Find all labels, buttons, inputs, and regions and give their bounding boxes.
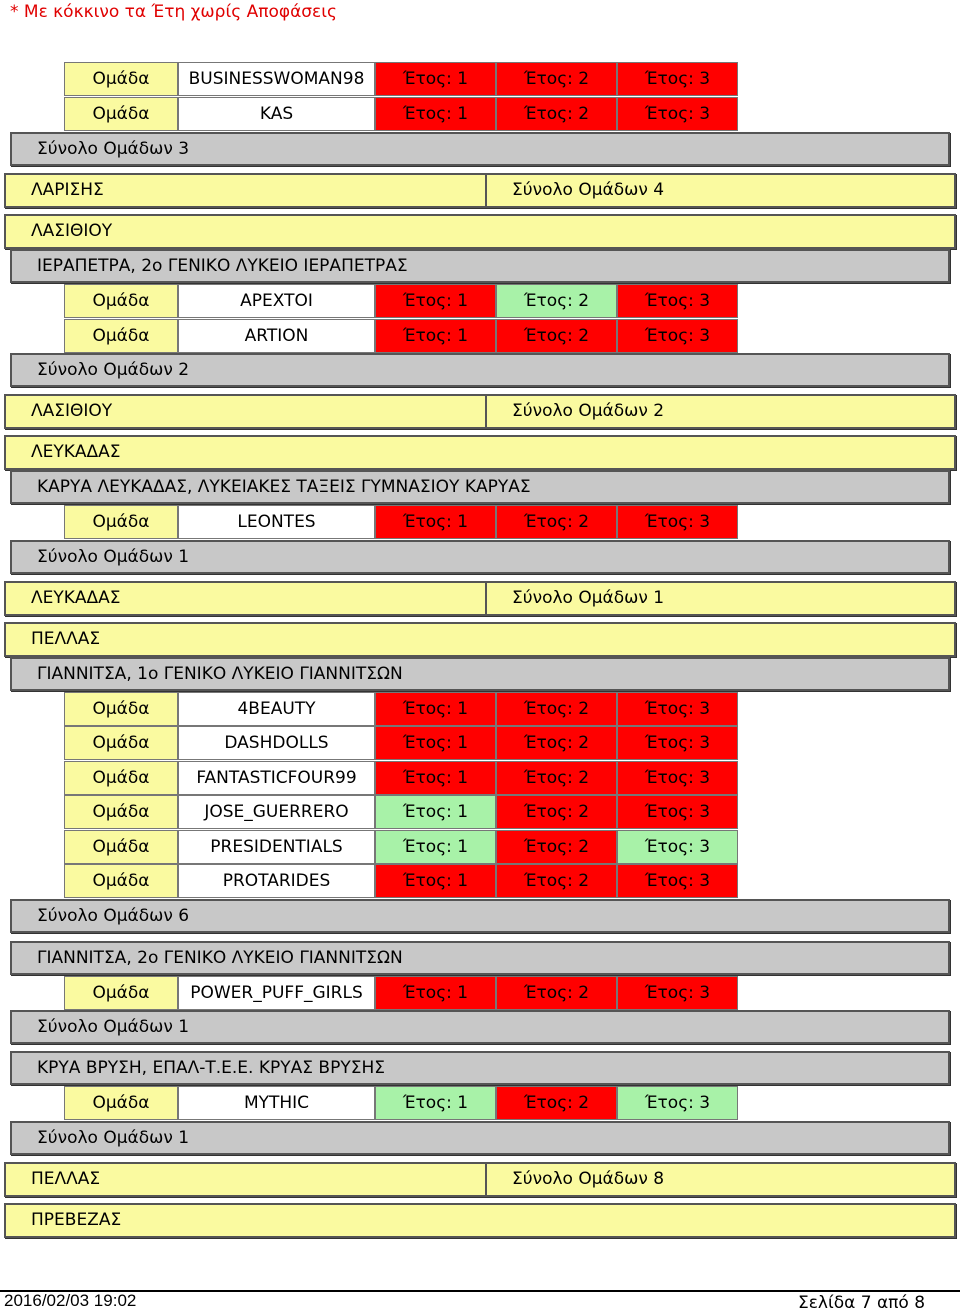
school-header: ΚΑΡΥΑ ΛΕΥΚΑΔΑΣ, ΛΥΚΕΙΑΚΕΣ ΤΑΞΕΙΣ ΓΥΜΝΑΣΙΟΥ ΚΑΡΥΑΣ: [10, 470, 950, 504]
footer-timestamp: 2016/02/03 19:02: [4, 1291, 137, 1310]
footer-page-number: Σελίδα 7 από 8: [798, 1293, 926, 1313]
team-row: [64, 726, 738, 760]
year-1-status: Έτος: 1: [375, 62, 496, 96]
prefecture-header: ΠΕΛΛΑΣ: [4, 622, 956, 657]
prefecture-total: Σύνολο Ομάδων 8: [512, 1169, 665, 1189]
team-name: PROTARIDES: [178, 864, 375, 898]
team-row: [64, 319, 738, 353]
year-3-status: Έτος: 3: [617, 97, 738, 131]
year-2-status: Έτος: 2: [496, 97, 617, 131]
school-header: ΓΙΑΝΝΙΤΣΑ, 1ο ΓΕΝΙΚΟ ΛΥΚΕΙΟ ΓΙΑΝΝΙΤΣΩΝ: [10, 657, 950, 691]
school-header: ΙΕΡΑΠΕΤΡΑ, 2ο ΓΕΝΙΚΟ ΛΥΚΕΙΟ ΙΕΡΑΠΕΤΡΑΣ: [10, 249, 950, 283]
year-2-status: Έτος: 2: [496, 319, 617, 353]
prefecture-header: ΛΕΥΚΑΔΑΣ: [4, 435, 956, 470]
year-2-status: Έτος: 2: [496, 692, 617, 726]
team-name: JOSE_GUERRERO: [178, 795, 375, 829]
school-total: Σύνολο Ομάδων 6: [10, 899, 950, 933]
prefecture-total-row: [4, 394, 956, 429]
team-label: Ομάδα: [64, 505, 178, 539]
year-3-status: Έτος: 3: [617, 284, 738, 318]
team-row: [64, 1086, 738, 1120]
school-header: ΓΙΑΝΝΙΤΣΑ, 2ο ΓΕΝΙΚΟ ΛΥΚΕΙΟ ΓΙΑΝΝΙΤΣΩΝ: [10, 941, 950, 975]
team-name: 4BEAUTY: [178, 692, 375, 726]
year-2-status: Έτος: 2: [496, 830, 617, 864]
team-row: [64, 864, 738, 898]
year-3-status: Έτος: 3: [617, 1086, 738, 1120]
team-row: [64, 976, 738, 1010]
year-2-status: Έτος: 2: [496, 726, 617, 760]
school-total: Σύνολο Ομάδων 2: [10, 353, 950, 387]
prefecture-header: ΠΡΕΒΕΖΑΣ: [4, 1203, 956, 1238]
year-1-status: Έτος: 1: [375, 976, 496, 1010]
year-1-status: Έτος: 1: [375, 864, 496, 898]
prefecture-header: ΛΑΣΙΘΙΟΥ: [4, 214, 956, 249]
year-2-status: Έτος: 2: [496, 62, 617, 96]
legend-note: * Με κόκκινο τα Έτη χωρίς Αποφάσεις: [10, 2, 337, 22]
team-name: FANTASTICFOUR99: [178, 761, 375, 795]
team-row: [64, 761, 738, 795]
year-2-status: Έτος: 2: [496, 1086, 617, 1120]
year-1-status: Έτος: 1: [375, 319, 496, 353]
footer-divider: [0, 1290, 960, 1292]
year-1-status: Έτος: 1: [375, 1086, 496, 1120]
year-2-status: Έτος: 2: [496, 864, 617, 898]
prefecture-name: ΛΕΥΚΑΔΑΣ: [31, 588, 121, 608]
team-label: Ομάδα: [64, 97, 178, 131]
prefecture-total-row: [4, 1162, 956, 1197]
school-total: Σύνολο Ομάδων 1: [10, 540, 950, 574]
year-3-status: Έτος: 3: [617, 761, 738, 795]
divider: [485, 583, 487, 614]
team-label: Ομάδα: [64, 830, 178, 864]
year-3-status: Έτος: 3: [617, 864, 738, 898]
prefecture-total-row: [4, 173, 956, 208]
team-label: Ομάδα: [64, 284, 178, 318]
team-row: [64, 830, 738, 864]
divider: [485, 175, 487, 206]
team-name: BUSINESSWOMAN98: [178, 62, 375, 96]
prefecture-name: ΠΕΛΛΑΣ: [31, 1169, 101, 1189]
year-2-status: Έτος: 2: [496, 505, 617, 539]
school-total: Σύνολο Ομάδων 1: [10, 1010, 950, 1044]
team-row: [64, 795, 738, 829]
prefecture-name: ΛΑΡΙΣΗΣ: [31, 180, 104, 200]
team-name: PRESIDENTIALS: [178, 830, 375, 864]
prefecture-total: Σύνολο Ομάδων 4: [512, 180, 665, 200]
team-label: Ομάδα: [64, 692, 178, 726]
team-row: [64, 97, 738, 131]
year-3-status: Έτος: 3: [617, 505, 738, 539]
team-row: [64, 284, 738, 318]
year-1-status: Έτος: 1: [375, 284, 496, 318]
team-label: Ομάδα: [64, 726, 178, 760]
school-total: Σύνολο Ομάδων 3: [10, 132, 950, 166]
year-1-status: Έτος: 1: [375, 830, 496, 864]
prefecture-name: ΛΑΣΙΘΙΟΥ: [31, 401, 113, 421]
year-3-status: Έτος: 3: [617, 692, 738, 726]
prefecture-total-row: [4, 581, 956, 616]
team-name: APEXTOI: [178, 284, 375, 318]
year-1-status: Έτος: 1: [375, 726, 496, 760]
divider: [485, 1164, 487, 1195]
year-1-status: Έτος: 1: [375, 692, 496, 726]
school-header: ΚΡΥΑ ΒΡΥΣΗ, ΕΠΑΛ-Τ.Ε.Ε. ΚΡΥΑΣ ΒΡΥΣΗΣ: [10, 1051, 950, 1085]
team-label: Ομάδα: [64, 795, 178, 829]
team-name: POWER_PUFF_GIRLS: [178, 976, 375, 1010]
year-3-status: Έτος: 3: [617, 830, 738, 864]
year-3-status: Έτος: 3: [617, 319, 738, 353]
team-label: Ομάδα: [64, 761, 178, 795]
team-name: LEONTES: [178, 505, 375, 539]
team-label: Ομάδα: [64, 864, 178, 898]
year-2-status: Έτος: 2: [496, 976, 617, 1010]
team-name: MYTHIC: [178, 1086, 375, 1120]
year-2-status: Έτος: 2: [496, 795, 617, 829]
team-row: [64, 505, 738, 539]
team-name: ARTION: [178, 319, 375, 353]
year-1-status: Έτος: 1: [375, 97, 496, 131]
team-label: Ομάδα: [64, 62, 178, 96]
year-1-status: Έτος: 1: [375, 761, 496, 795]
school-total: Σύνολο Ομάδων 1: [10, 1121, 950, 1155]
year-1-status: Έτος: 1: [375, 795, 496, 829]
team-label: Ομάδα: [64, 319, 178, 353]
year-2-status: Έτος: 2: [496, 761, 617, 795]
year-3-status: Έτος: 3: [617, 795, 738, 829]
divider: [485, 396, 487, 427]
team-label: Ομάδα: [64, 1086, 178, 1120]
year-2-status: Έτος: 2: [496, 284, 617, 318]
prefecture-total: Σύνολο Ομάδων 2: [512, 401, 665, 421]
year-3-status: Έτος: 3: [617, 976, 738, 1010]
year-3-status: Έτος: 3: [617, 62, 738, 96]
team-row: [64, 692, 738, 726]
team-name: DASHDOLLS: [178, 726, 375, 760]
prefecture-total: Σύνολο Ομάδων 1: [512, 588, 665, 608]
team-row: [64, 62, 738, 96]
team-name: KAS: [178, 97, 375, 131]
year-1-status: Έτος: 1: [375, 505, 496, 539]
team-label: Ομάδα: [64, 976, 178, 1010]
year-3-status: Έτος: 3: [617, 726, 738, 760]
